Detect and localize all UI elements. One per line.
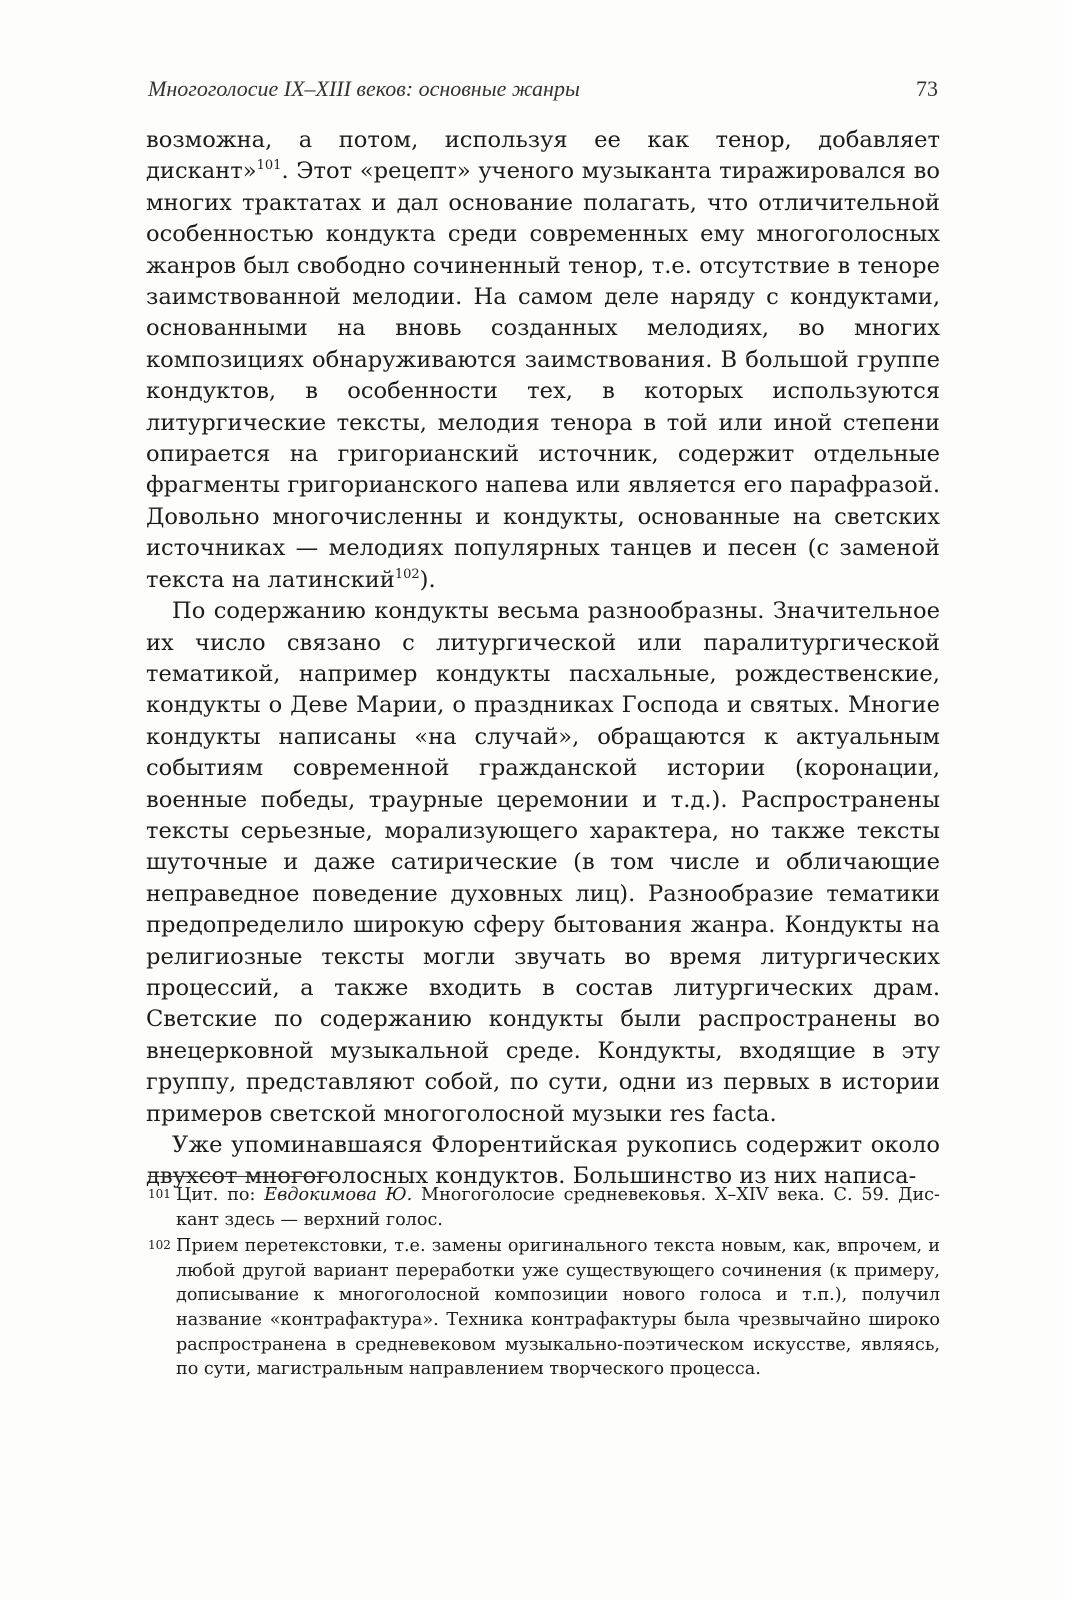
paragraph-1-part-c: ).: [419, 566, 436, 593]
running-title: Многоголосие IX–XIII веков: основные жанры: [148, 76, 580, 101]
footnotes: [148, 1183, 940, 1384]
footnote-ref-102[interactable]: 102: [394, 566, 420, 582]
page-number: 73: [916, 76, 938, 101]
paragraph-3: Уже упоминавшаяся Флорентийская рукопись содержит около двухсот многоголосных кондуктов. Большинство из них написа-: [146, 1132, 940, 1190]
footnote-author: Евдокимова Ю.: [264, 1185, 413, 1205]
footnote-ref-101[interactable]: 101: [256, 158, 282, 174]
paragraph-1-part-b: . Этот «рецепт» ученого музыканта тиражировался во многих трактатах и дал основание полагать, что отличительной особенностью кондукта среди современных ему многоголосных жанров был свободно сочиненный тенор, т.е. отсутствие в теноре заимствованной мелодии. На самом деле наряду с кондуктами, основанными на вновь созданных мелодиях, во многих композициях обнаруживаются заимствования. В большой группе кондуктов, в особенности тех, в которых используются литургические тексты, мелодия тенора в той или иной степени опирается на григорианский источник, содержит отдельные фрагменты григорианского напева или является его парафразой. Довольно многочисленны и кондукты, основанные на светских источниках — мелодиях популярных танцев и песен (с заменой текста на латинский: [146, 158, 940, 593]
footnote-lead: Цит. по:: [176, 1185, 265, 1205]
footnote-divider: [148, 1176, 334, 1177]
footnote-text: Многоголосие средневековья. X–XIV века. С. 59. Дискант здесь — верхний голос.: [176, 1185, 940, 1230]
footnote-102: [148, 1234, 940, 1382]
footnote-number: 102: [148, 1238, 171, 1253]
paragraph-1-part-a: возможна, а потом, используя ее как тенор, добавляет дискант»: [146, 127, 940, 185]
footnote-text: Прием перетекстовки, т.е. замены оригинального текста новым, как, впрочем, и любой другой вариант переработки уже существующего сочинения (к примеру, дописывание к многоголосной композиции нового голоса и т.п.), получил название «контрафактура». Техника контрафактуры была чрезвычайно широко распространена в средневековом музыкально-поэтическом искусстве, являясь, по сути, магистральным направлением творческого процесса.: [176, 1236, 940, 1380]
main-text: [146, 125, 940, 1193]
footnote-101: [148, 1183, 940, 1232]
paragraph-1: [146, 125, 940, 596]
paragraph-2: По содержанию кондукты весьма разнообразны. Значительное их число связано с литургической или паралитургической тематикой, например кондукты пасхальные, рождественские, кондукты о Деве Марии, о праздниках Господа и святых. Многие кондукты написаны «на случай», обращаются к актуальным событиям современной гражданской истории (коронации, военные победы, траурные церемонии и т.д.). Распространены тексты серьезные, морализующего характера, но также тексты шуточные и даже сатирические (в том числе и обличающие неправедное поведение духовных лиц). Разнообразие тематики предопределило широкую сферу бытования жанра. Кондукты на религиозные тексты могли звучать во время литургических процессий, а также входить в состав литургических драм. Светские по содержанию кондукты были распространены во внецерковной музыкальной среде. Кондукты, входящие в эту группу, представляют собой, по сути, одни из первых в истории примеров светской многоголосной музыки res facta.: [146, 598, 940, 1127]
footnote-number: 101: [148, 1187, 171, 1201]
